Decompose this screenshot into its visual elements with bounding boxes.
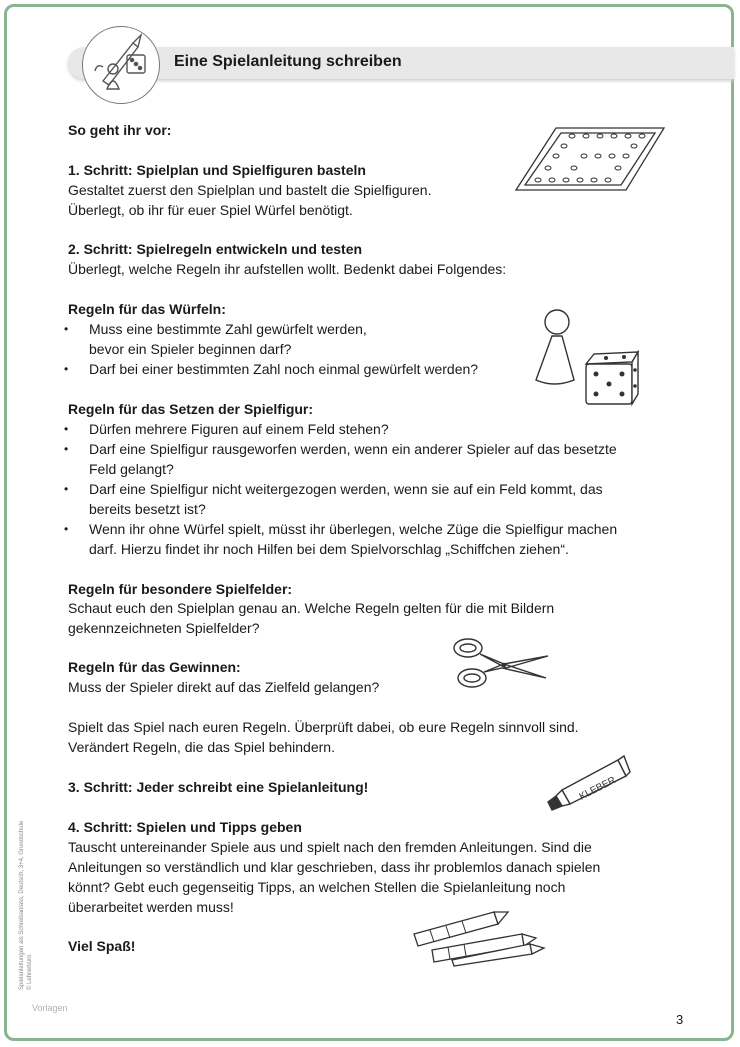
list-item: Darf eine Spielfigur rausgeworfen werden, wenn ein anderer Spieler auf das besetzte (89, 441, 617, 457)
list-item: Wenn ihr ohne Würfel spielt, müsst ihr überlegen, welche Züge die Spielfigur machen (89, 521, 618, 537)
list-item: Feld gelangt? (89, 461, 174, 477)
glue-tube-illustration (544, 752, 634, 816)
special-fields-text: gekennzeichneten Spielfelder? (68, 620, 260, 636)
step-4-heading: 4. Schritt: Spielen und Tipps geben (68, 819, 302, 835)
scissors-illustration (448, 634, 552, 692)
bullet: • (64, 482, 69, 496)
step-2-heading: 2. Schritt: Spielregeln entwickeln und testen (68, 241, 363, 257)
step-1-text: Gestaltet zuerst den Spielplan und bastelt die Spielfiguren. (68, 182, 432, 198)
test-text: Verändert Regeln, die das Spiel behindern. (68, 739, 335, 755)
step-2-text: Überlegt, welche Regeln ihr aufstellen wollt. Bedenkt dabei Folgendes: (68, 261, 507, 277)
list-item: Dürfen mehrere Figuren auf einem Feld stehen? (89, 421, 389, 437)
intro-heading: So geht ihr vor: (68, 122, 172, 138)
winning-heading: Regeln für das Gewinnen: (68, 659, 241, 675)
closing-text: Viel Spaß! (68, 938, 136, 954)
copyright-note: Spielanleitungen als Schreibanlass, Deutsch, 3+4, Grundschule © Lehrerbüro (19, 820, 33, 990)
list-item: bereits besetzt ist? (89, 501, 206, 517)
bullet: • (64, 422, 69, 436)
special-fields-heading: Regeln für besondere Spielfelder: (68, 581, 293, 597)
step-3-heading: 3. Schritt: Jeder schreibt eine Spielanleitung! (68, 779, 369, 795)
special-fields-text: Schaut euch den Spielplan genau an. Welche Regeln gelten für die mit Bildern (68, 600, 555, 616)
move-rules-heading: Regeln für das Setzen der Spielfigur: (68, 401, 314, 417)
watermark: Vorlagen (32, 1003, 68, 1013)
bullet: • (64, 362, 69, 376)
bullet: • (64, 442, 69, 456)
winning-text: Muss der Spieler direkt auf das Zielfeld gelangen? (68, 679, 380, 695)
test-text: Spielt das Spiel nach euren Regeln. Überprüft dabei, ob eure Regeln sinnvoll sind. (68, 719, 579, 735)
list-item: Muss eine bestimmte Zahl gewürfelt werden, (89, 321, 367, 337)
page-number: 3 (676, 1012, 684, 1027)
page-title: Eine Spielanleitung schreiben (174, 53, 402, 70)
list-item: Darf bei einer bestimmten Zahl noch einmal gewürfelt werden? (89, 361, 479, 377)
step-4-text: überarbeitet werden muss! (68, 899, 234, 915)
step-1-heading: 1. Schritt: Spielplan und Spielfiguren basteln (68, 162, 366, 178)
game-piece-and-dice-illustration (534, 308, 646, 408)
step-4-text: Tauscht untereinander Spiele aus und spielt nach den fremden Anleitungen. Sind die (68, 839, 592, 855)
crayons-illustration (412, 906, 550, 966)
game-board-illustration (514, 124, 668, 192)
step-4-text: Anleitungen so verständlich und klar geschrieben, dass ihr problemlos danach spielen (68, 859, 601, 875)
step-4-text: könnt? Gebt euch gegenseitig Tipps, an welchen Stellen die Spielanleitung noch (68, 879, 566, 895)
dice-rules-heading: Regeln für das Würfeln: (68, 301, 226, 317)
glue-label: KLEBER (577, 774, 618, 803)
list-item: Darf eine Spielfigur nicht weitergezogen werden, wenn sie auf ein Feld kommt, das (89, 481, 603, 497)
bullet: • (64, 322, 69, 336)
list-item: bevor ein Spieler beginnen darf? (89, 341, 292, 357)
list-item: darf. Hierzu findet ihr noch Hilfen bei dem Spielvorschlag „Schiffchen ziehen“. (89, 541, 569, 557)
bullet: • (64, 522, 69, 536)
step-1-text: Überlegt, ob ihr für euer Spiel Würfel benötigt. (68, 202, 353, 218)
